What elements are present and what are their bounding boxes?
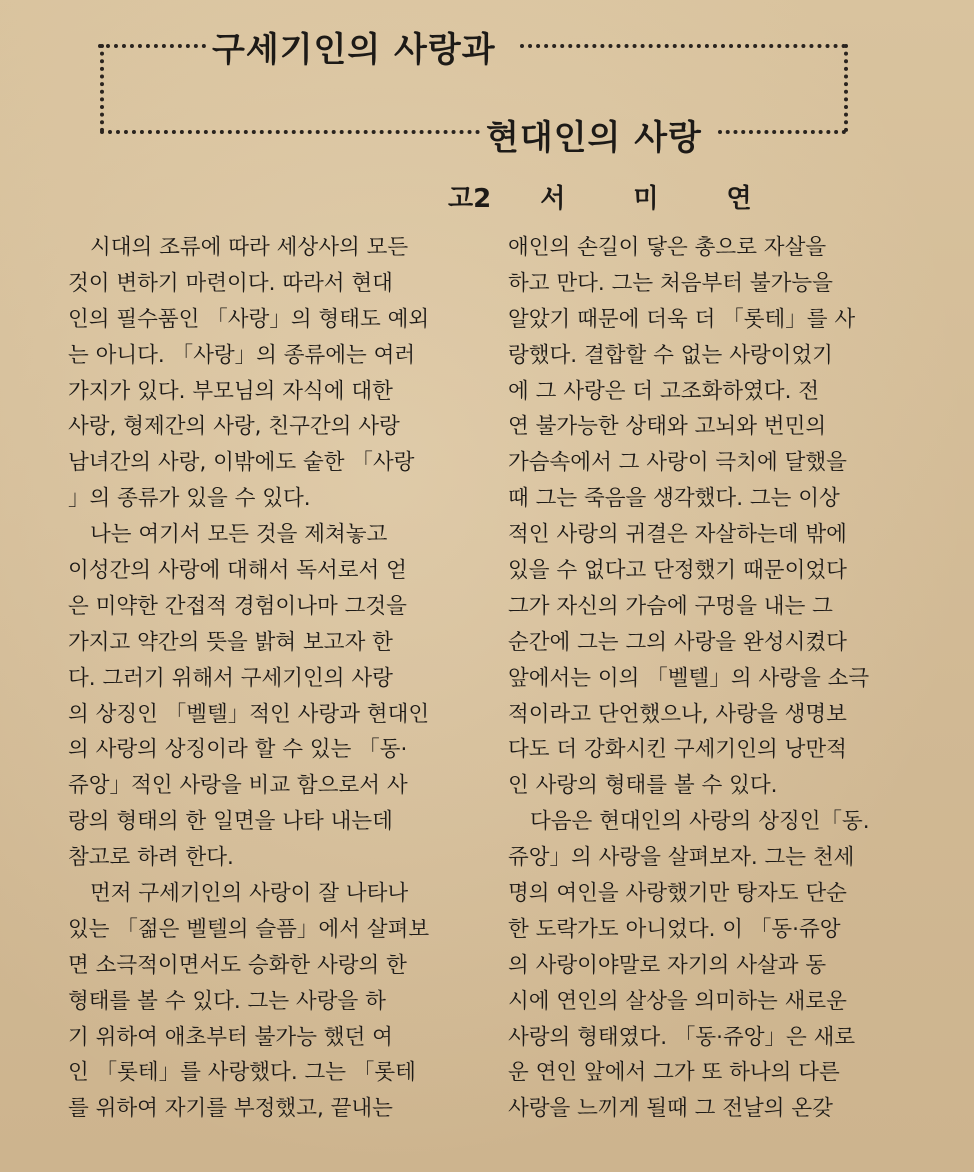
text-line: 쥬앙」적인 사랑을 비교 함으로서 사 [68, 773, 408, 799]
text-line: 다도 더 강화시킨 구세기인의 낭만적 [508, 737, 847, 763]
text-line: 참고로 하려 한다. [68, 845, 234, 871]
text-line: 앞에서는 이의 「벨텔」의 사랑을 소극 [508, 665, 870, 691]
text-line: 남녀간의 사랑, 이밖에도 숱한 「사랑 [68, 450, 415, 476]
text-line: 의 사랑의 상징이라 할 수 있는 「동· [68, 737, 408, 763]
title-frame-top-right-rule [520, 44, 846, 48]
text-line: 인 「롯테」를 사랑했다. 그는 「롯테 [68, 1060, 416, 1086]
text-line: 를 위하여 자기를 부정했고, 끝내는 [68, 1096, 393, 1122]
text-line: 있을 수 없다고 단정했기 때문이었다 [508, 558, 847, 584]
title-frame-bottom-left-rule [100, 130, 480, 134]
right-text-column [508, 230, 908, 1127]
text-line: 하고 만다. 그는 처음부터 불가능을 [508, 270, 833, 296]
text-line: 사랑의 형태였다. 「동·쥬앙」은 새로 [508, 1024, 856, 1050]
text-line: 의 상징인 「벨텔」적인 사랑과 현대인 [68, 701, 430, 727]
text-line: 나는 여기서 모든 것을 제쳐놓고 [90, 522, 388, 548]
text-line: 명의 여인을 사랑했기만 탕자도 단순 [508, 881, 847, 907]
text-line: 애인의 손길이 닿은 총으로 자살을 [508, 235, 827, 260]
text-line: 먼저 구세기인의 사랑이 잘 나타나 [90, 881, 409, 907]
title-frame-right-rule [844, 44, 848, 132]
title-frame-top-left-rule [98, 44, 206, 48]
title-frame-left-rule [100, 44, 104, 132]
text-line: 의 사랑이야말로 자기의 사살과 동 [508, 952, 827, 978]
text-line: 다음은 현대인의 사랑의 상징인「동. [530, 809, 870, 835]
text-line: 은 미약한 간접적 경험이나마 그것을 [68, 593, 407, 619]
text-line: 」의 종류가 있을 수 있다. [68, 486, 311, 512]
text-line: 연 불가능한 상태와 고뇌와 번민의 [508, 414, 827, 440]
text-line: 에 그 사랑은 더 고조화하였다. 전 [508, 378, 820, 404]
text-line: 형태를 볼 수 있다. 그는 사랑을 하 [68, 988, 386, 1014]
text-line: 기 위하여 애초부터 불가능 했던 여 [68, 1024, 393, 1050]
text-line: 있는 「젊은 벨텔의 슬픔」에서 살펴보 [68, 916, 430, 942]
text-line: 한 도락가도 아니었다. 이 「동·쥬앙 [508, 916, 841, 942]
text-line: 다. 그러기 위해서 구세기인의 사랑 [68, 665, 393, 691]
text-line: 가슴속에서 그 사랑이 극치에 달했을 [508, 450, 847, 476]
text-line: 적이라고 단언했으나, 사랑을 생명보 [508, 701, 847, 727]
text-line: 것이 변하기 마련이다. 따라서 현대 [68, 270, 393, 296]
text-line: 이성간의 사랑에 대해서 독서로서 얻 [68, 558, 407, 584]
text-line: 는 아니다. 「사랑」의 종류에는 여러 [68, 342, 416, 368]
title-line-1: 구세기인의 사랑과 [212, 30, 496, 70]
left-text-column [68, 230, 468, 1127]
text-line: 알았기 때문에 더욱 더 「롯테」를 사 [508, 306, 856, 332]
title-frame-bottom-right-rule [718, 130, 846, 134]
author-name: 서미연 [540, 184, 820, 214]
text-line: 그가 자신의 가슴에 구멍을 내는 그 [508, 593, 833, 619]
text-line: 시에 연인의 살상을 의미하는 새로운 [508, 988, 847, 1014]
text-line: 순간에 그는 그의 사랑을 완성시켰다 [508, 629, 847, 655]
text-line: 가지고 약간의 뜻을 밝혀 보고자 한 [68, 629, 393, 655]
text-line: 면 소극적이면서도 승화한 사랑의 한 [68, 952, 407, 978]
byline [448, 178, 820, 215]
text-line: 가지가 있다. 부모님의 자식에 대한 [68, 378, 393, 404]
text-line: 때 그는 죽음을 생각했다. 그는 이상 [508, 486, 840, 512]
text-line: 운 연인 앞에서 그가 또 하나의 다른 [508, 1060, 840, 1086]
text-line: 랑의 형태의 한 일면을 나타 내는데 [68, 809, 393, 835]
text-line: 적인 사랑의 귀결은 자살하는데 밖에 [508, 522, 847, 548]
text-line: 시대의 조류에 따라 세상사의 모든 [90, 235, 409, 260]
author-grade: 고2 [448, 184, 492, 214]
text-line: 랑했다. 결합할 수 없는 사랑이었기 [508, 342, 833, 368]
title-line-2: 현대인의 사랑 [486, 118, 702, 158]
text-line: 인 사랑의 형태를 볼 수 있다. [508, 773, 778, 799]
text-line: 사랑, 형제간의 사랑, 친구간의 사랑 [68, 414, 400, 440]
text-line: 쥬앙」의 사랑을 살펴보자. 그는 천세 [508, 845, 855, 871]
text-line: 사랑을 느끼게 될때 그 전날의 온갖 [508, 1096, 833, 1122]
text-line: 인의 필수품인 「사랑」의 형태도 예외 [68, 306, 430, 332]
